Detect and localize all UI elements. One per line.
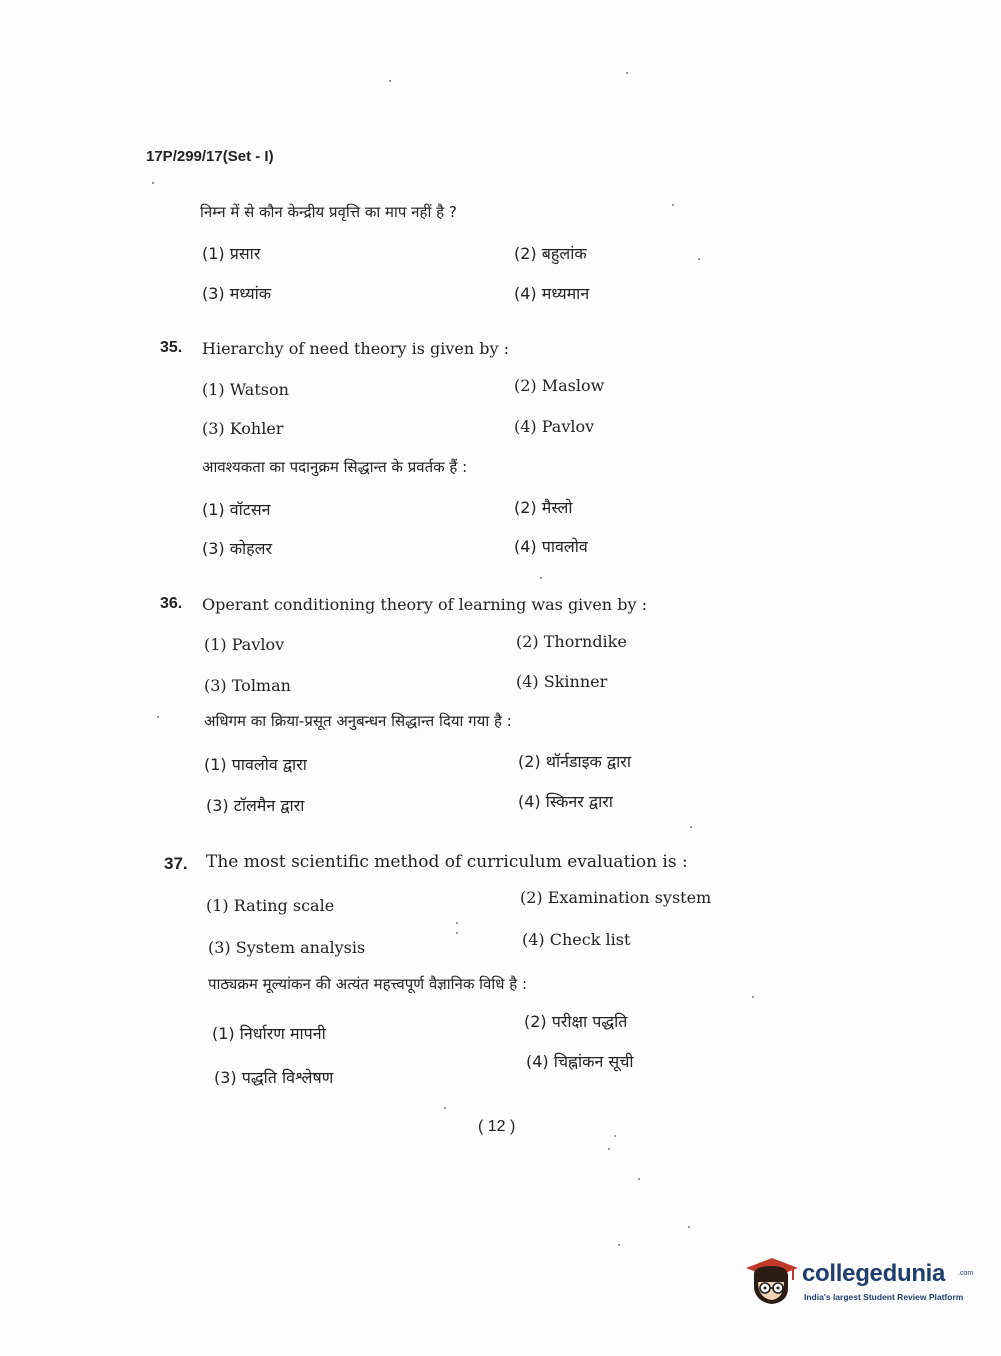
q36-option-1-hindi: (1) पावलोव द्वारा bbox=[204, 755, 307, 774]
mascot-logo-icon bbox=[742, 1252, 800, 1310]
q36-option-2-hindi: (2) थॉर्नडाइक द्वारा bbox=[518, 752, 631, 771]
scan-speck bbox=[456, 932, 458, 934]
q34-option-1-hindi: (1) प्रसार bbox=[202, 244, 261, 263]
q34-option-4-hindi: (4) मध्यमान bbox=[514, 284, 590, 303]
q35-text-english: Hierarchy of need theory is given by : bbox=[202, 339, 510, 358]
brand-name: collegedunia bbox=[802, 1260, 946, 1287]
q37-option-3-hindi: (3) पद्धति विश्लेषण bbox=[214, 1068, 334, 1087]
scan-speck bbox=[157, 716, 159, 718]
q36-option-4-hindi: (4) स्किनर द्वारा bbox=[518, 792, 613, 811]
q35-option-1: (1) Watson bbox=[202, 380, 289, 399]
q37-number: 37. bbox=[164, 854, 188, 873]
q36-option-2: (2) Thorndike bbox=[516, 632, 627, 651]
scan-speck bbox=[608, 1148, 610, 1150]
scan-speck bbox=[614, 1135, 616, 1137]
q35-option-1-hindi: (1) वॉटसन bbox=[202, 500, 271, 519]
q36-option-1: (1) Pavlov bbox=[204, 635, 285, 654]
q37-option-2-hindi: (2) परीक्षा पद्धति bbox=[524, 1012, 628, 1031]
q34-text-hindi: निम्न में से कौन केन्द्रीय प्रवृत्ति का माप नहीं है ? bbox=[200, 203, 457, 221]
scan-speck bbox=[672, 204, 674, 206]
q37-option-4-hindi: (4) चिह्नांकन सूची bbox=[526, 1052, 634, 1071]
q37-option-1: (1) Rating scale bbox=[206, 896, 335, 915]
q35-option-3: (3) Kohler bbox=[202, 419, 284, 438]
q36-option-4: (4) Skinner bbox=[516, 672, 608, 691]
q34-option-2-hindi: (2) बहुलांक bbox=[514, 244, 587, 263]
paper-code: 17P/299/17(Set - I) bbox=[146, 148, 274, 165]
q35-option-3-hindi: (3) कोहलर bbox=[202, 539, 273, 558]
scan-speck bbox=[638, 1178, 640, 1180]
q35-option-2-hindi: (2) मैस्लो bbox=[514, 498, 573, 517]
q37-text-hindi: पाठ्यक्रम मूल्यांकन की अत्यंत महत्त्वपूर्ण वैज्ञानिक विधि है : bbox=[208, 975, 528, 993]
q37-option-3: (3) System analysis bbox=[208, 938, 366, 957]
q36-text-hindi: अधिगम का क्रिया-प्रसूत अनुबन्धन सिद्धान्त दिया गया है : bbox=[204, 712, 512, 730]
scan-speck bbox=[540, 577, 542, 579]
scan-speck bbox=[690, 826, 692, 828]
q36-number: 36. bbox=[160, 595, 183, 612]
q36-option-3-hindi: (3) टॉलमैन द्वारा bbox=[206, 796, 305, 815]
q35-option-2: (2) Maslow bbox=[514, 376, 605, 395]
scan-speck bbox=[626, 72, 628, 74]
scan-speck bbox=[152, 182, 154, 184]
page-number: ( 12 ) bbox=[478, 1118, 516, 1135]
scan-speck bbox=[698, 258, 700, 260]
q35-option-4-hindi: (4) पावलोव bbox=[514, 537, 588, 556]
q37-option-1-hindi: (1) निर्धारण मापनी bbox=[212, 1024, 326, 1043]
q34-option-3-hindi: (3) मध्यांक bbox=[202, 284, 272, 303]
q35-text-hindi: आवश्यकता का पदानुक्रम सिद्धान्त के प्रवर्तक हैं : bbox=[202, 458, 468, 476]
q37-option-4: (4) Check list bbox=[522, 930, 631, 949]
brand-tagline: India's largest Student Review Platform bbox=[804, 1292, 964, 1302]
q36-option-3: (3) Tolman bbox=[204, 676, 291, 695]
brand-suffix: .com bbox=[958, 1270, 974, 1277]
q36-text-english: Operant conditioning theory of learning was given by : bbox=[202, 595, 647, 614]
q35-number: 35. bbox=[160, 339, 183, 356]
collegedunia-watermark bbox=[742, 1252, 972, 1312]
scan-speck bbox=[389, 80, 391, 82]
q37-option-2: (2) Examination system bbox=[520, 888, 712, 907]
scan-speck bbox=[752, 996, 754, 998]
scan-speck bbox=[456, 922, 458, 924]
scan-speck bbox=[618, 1244, 620, 1246]
scan-speck bbox=[688, 1226, 690, 1228]
q37-text-english: The most scientific method of curriculum evaluation is : bbox=[206, 852, 688, 872]
scan-speck bbox=[444, 1107, 446, 1109]
q35-option-4: (4) Pavlov bbox=[514, 417, 595, 436]
